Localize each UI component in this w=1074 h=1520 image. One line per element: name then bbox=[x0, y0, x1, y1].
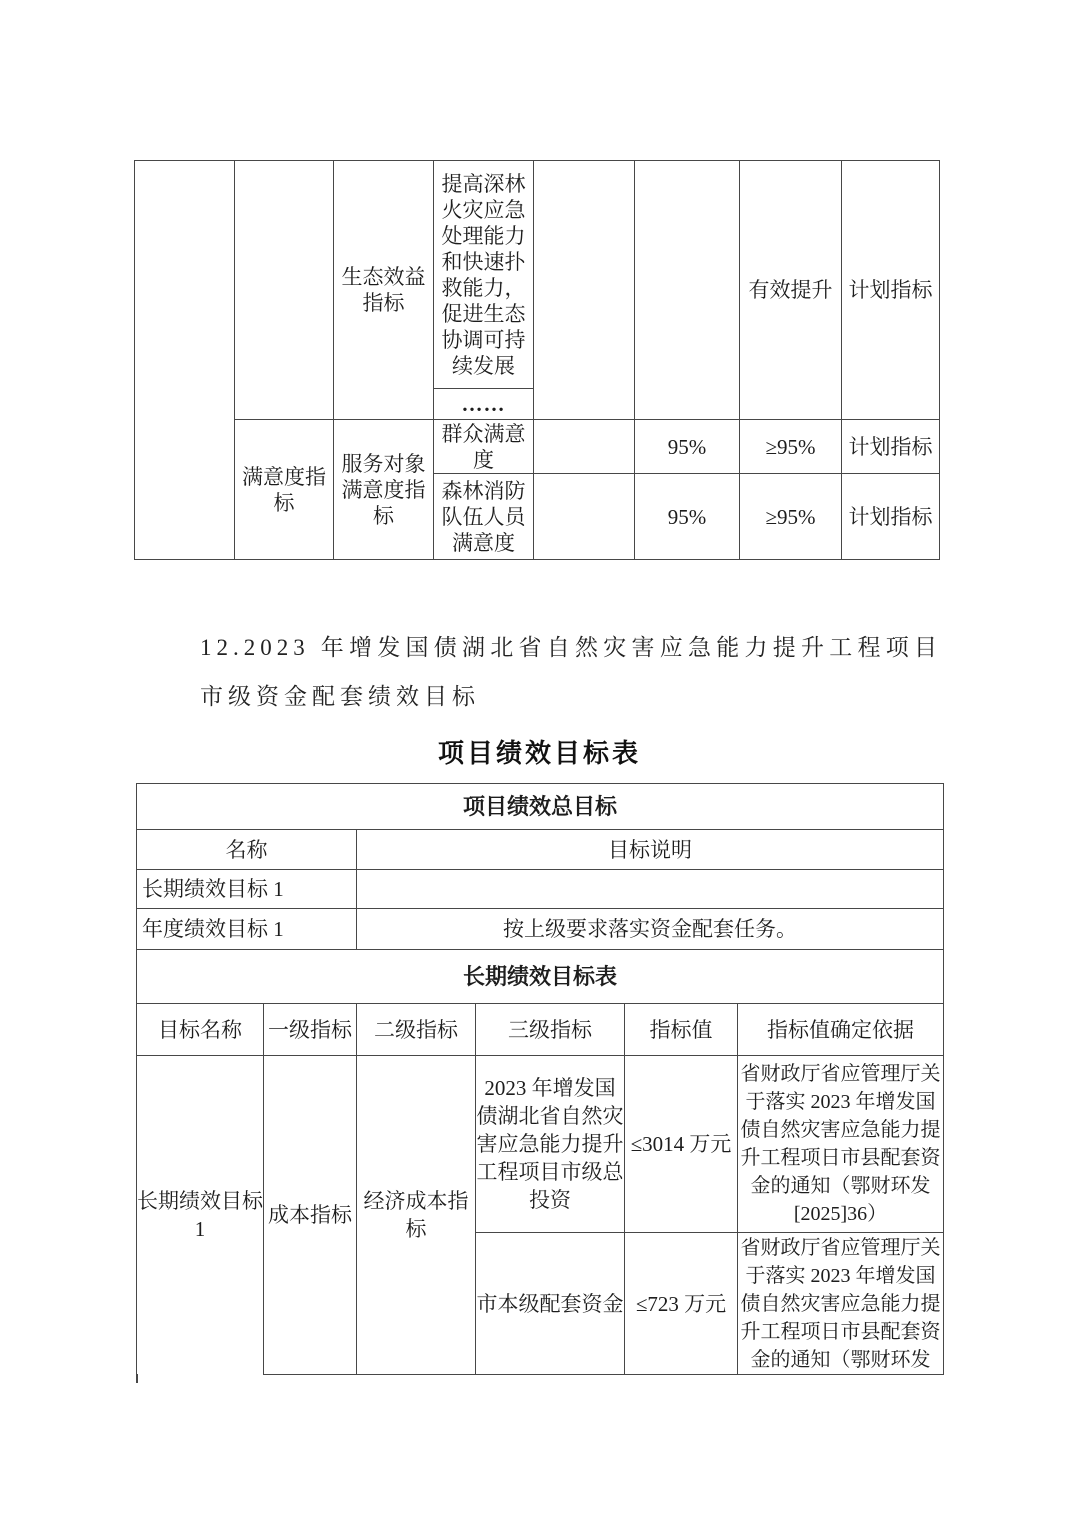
cell-name-header: 名称 bbox=[137, 830, 357, 870]
cell-public-type: 计划指标 bbox=[842, 420, 940, 474]
continuation-table bbox=[134, 160, 940, 560]
col-header-value: 指标值 bbox=[625, 1004, 738, 1056]
cell-eco-type: 计划指标 bbox=[842, 161, 940, 420]
cell-ellipsis: …… bbox=[434, 389, 534, 420]
goal-table bbox=[136, 783, 944, 1375]
table-title: 项目绩效目标表 bbox=[437, 739, 641, 768]
cell-satisfaction-level1: 满意度指标 bbox=[235, 420, 334, 560]
cell-eco-target: 有效提升 bbox=[740, 161, 842, 420]
section-heading: 12.2023 年增发国债湖北省自然灾害应急能力提升工程项目市级资金配套绩效目标 bbox=[200, 635, 942, 709]
cell-firefighter-level3: 森林消防队伍人员满意度 bbox=[434, 474, 534, 560]
cell-indicator1-value: ≤3014 万元 bbox=[625, 1056, 738, 1233]
col-header-goal-name: 目标名称 bbox=[137, 1004, 264, 1056]
cell-firefighter-target: ≥95% bbox=[740, 474, 842, 560]
cell-group-level2: 经济成本指标 bbox=[357, 1056, 476, 1375]
cell-indicator1-basis: 省财政厅省应管理厅关于落实 2023 年增发国债自然灾害应急能力提升工程项日市县配套资金的通知（鄂财环发[2025]36） bbox=[738, 1056, 944, 1233]
cell-public-empty bbox=[534, 420, 635, 474]
col-header-level2: 二级指标 bbox=[357, 1004, 476, 1056]
col-header-basis: 指标值确定依据 bbox=[738, 1004, 944, 1056]
cell-eco-empty-2 bbox=[635, 161, 740, 420]
cell-group-goal-name: 长期绩效目标 1 bbox=[137, 1056, 264, 1375]
cell-annual-desc: 按上级要求落实资金配套任务。 bbox=[357, 909, 944, 950]
cell-annual-name: 年度绩效目标 1 bbox=[137, 909, 357, 950]
cell-firefighter-value: 95% bbox=[635, 474, 740, 560]
cell-indicator2-level3: 市本级配套资金 bbox=[476, 1233, 625, 1375]
cell-eco-level2: 生态效益指标 bbox=[334, 161, 434, 420]
cell-indicator1-level3: 2023 年增发国债湖北省自然灾害应急能力提升工程项目市级总投资 bbox=[476, 1056, 625, 1233]
cell-indicator2-value: ≤723 万元 bbox=[625, 1233, 738, 1375]
cell-group-level1: 成本指标 bbox=[264, 1056, 357, 1375]
cell-eco-empty-1 bbox=[534, 161, 635, 420]
cell-level1-empty bbox=[235, 161, 334, 420]
cell-firefighter-type: 计划指标 bbox=[842, 474, 940, 560]
cell-satisfaction-level2: 服务对象满意度指标 bbox=[334, 420, 434, 560]
cell-desc-header: 目标说明 bbox=[357, 830, 944, 870]
cell-public-level3: 群众满意度 bbox=[434, 420, 534, 474]
cell-public-value: 95% bbox=[635, 420, 740, 474]
cell-longterm-name: 长期绩效目标 1 bbox=[137, 870, 357, 909]
col-header-level1: 一级指标 bbox=[264, 1004, 357, 1056]
cell-goal-name-empty bbox=[135, 161, 235, 560]
cell-eco-level3: 提高深林火灾应急处理能力和快速扑救能力，促进生态协调可持续发展 bbox=[434, 161, 534, 389]
cell-longterm-desc bbox=[357, 870, 944, 909]
cell-longterm-table-title: 长期绩效目标表 bbox=[137, 950, 944, 1004]
cell-firefighter-empty bbox=[534, 474, 635, 560]
col-header-level3: 三级指标 bbox=[476, 1004, 625, 1056]
cell-indicator2-basis-text: 省财政厅省应管理厅关于落实 2023 年增发国债自然灾害应急能力提升工程项日市县配套资金的通知（鄂财环发 bbox=[740, 1236, 941, 1371]
cell-overall-title: 项目绩效总目标 bbox=[137, 784, 944, 830]
cell-indicator2-basis bbox=[738, 1233, 944, 1375]
page-break-border-extension bbox=[136, 1374, 138, 1383]
cell-public-target: ≥95% bbox=[740, 420, 842, 474]
